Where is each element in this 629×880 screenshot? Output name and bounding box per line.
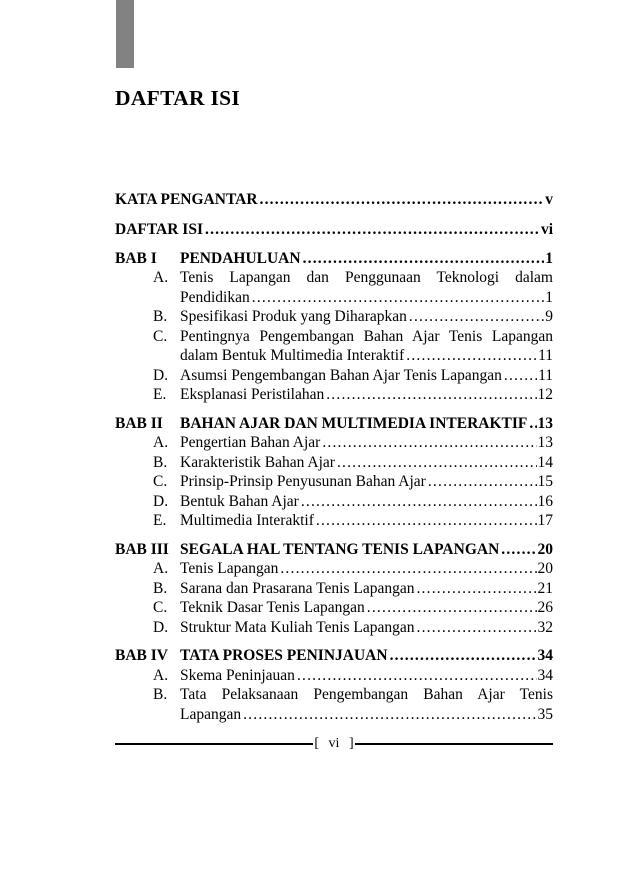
chapter-number: BAB I — [115, 249, 157, 267]
dot-leader — [501, 540, 536, 560]
subitem-page: 12 — [537, 386, 553, 403]
subitem-page: 9 — [545, 308, 553, 325]
subitem-text-line2: Pendidikan — [180, 288, 250, 306]
toc-subitem — [115, 492, 553, 512]
dot-leader — [406, 346, 537, 366]
toc-subitem — [115, 511, 553, 531]
subitem-text: Sarana dan Prasarana Tenis Lapangan — [180, 579, 415, 597]
dot-leader — [428, 472, 537, 492]
chapter-page: 13 — [537, 414, 553, 432]
toc-entry-daftar-isi — [115, 220, 553, 240]
dot-leader — [367, 598, 537, 618]
subitem-letter: D. — [153, 492, 169, 510]
subitem-text-line2: Lapangan — [180, 705, 242, 723]
toc-chapter-bab-4 — [115, 646, 553, 666]
subitem-letter: B. — [153, 686, 168, 703]
subitem-letter: C. — [153, 473, 168, 490]
subitem-letter: A. — [153, 560, 169, 577]
toc-chapter-bab-3 — [115, 540, 553, 560]
chapter-page: 1 — [545, 249, 553, 267]
dot-leader — [337, 453, 537, 473]
subitem-content — [180, 327, 553, 366]
subitem-text: Spesifikasi Produk yang Diharapkan — [180, 308, 407, 325]
subitem-content — [180, 685, 553, 724]
toc-subitem — [115, 598, 553, 618]
subitem-letter: D. — [153, 366, 169, 384]
subitem-page: 20 — [537, 560, 553, 577]
subitem-letter: B. — [153, 453, 168, 471]
subitem-text: Skema Peninjauan — [180, 666, 295, 684]
toc-subitem — [115, 433, 553, 453]
toc-subitem — [115, 268, 553, 307]
chapter-page: 20 — [537, 540, 553, 558]
dot-leader — [326, 385, 536, 405]
dot-leader — [504, 366, 537, 386]
subitem-page: 14 — [537, 453, 553, 471]
dot-leader — [322, 433, 536, 453]
toc-chapter-bab-2 — [115, 414, 553, 434]
toc-entry-page: v — [545, 191, 553, 208]
subitem-text: Pengertian Bahan Ajar — [180, 434, 321, 451]
dot-leader — [390, 646, 537, 666]
subitem-text: Teknik Dasar Tenis Lapangan — [180, 599, 365, 616]
table-of-contents — [115, 190, 553, 724]
dot-leader — [260, 190, 545, 210]
subitem-text-line1: Pentingnya Pengembangan Bahan Ajar Tenis Lapangan — [180, 327, 553, 345]
dot-leader — [205, 220, 540, 240]
subitem-page: 17 — [537, 512, 553, 529]
subitem-letter: A. — [153, 269, 169, 286]
toc-subitem — [115, 472, 553, 492]
toc-subitem — [115, 559, 553, 579]
subitem-page: 11 — [538, 347, 553, 364]
dot-leader — [316, 511, 537, 531]
subitem-text-line1: Tenis Lapangan dan Penggunaan Teknologi dalam — [180, 269, 553, 286]
subitem-letter: D. — [153, 618, 169, 636]
toc-subitem — [115, 385, 553, 405]
subitem-line2-row — [180, 346, 553, 366]
dot-leader — [280, 559, 536, 579]
toc-entry-page: vi — [540, 221, 553, 238]
chapter-number: BAB IV — [115, 647, 168, 664]
chapter-title: TATA PROSES PENINJAUAN — [180, 647, 388, 664]
subitem-letter: B. — [153, 308, 168, 325]
footer-page-number: [ vi ] — [314, 736, 354, 751]
subitem-text: Asumsi Pengembangan Bahan Ajar Tenis Lapangan — [180, 366, 502, 384]
toc-subitem — [115, 366, 553, 386]
subitem-text: Struktur Mata Kuliah Tenis Lapangan — [180, 618, 415, 636]
dot-leader — [252, 288, 545, 308]
dot-leader — [416, 579, 536, 599]
footer-rule-right — [355, 743, 553, 744]
subitem-page: 21 — [537, 579, 553, 597]
toc-subitem — [115, 685, 553, 724]
subitem-letter: C. — [153, 327, 168, 345]
dot-leader — [409, 307, 544, 327]
subitem-page: 15 — [537, 473, 553, 490]
subitem-content — [180, 268, 553, 307]
subitem-letter: C. — [153, 599, 168, 616]
subitem-page: 26 — [537, 599, 553, 616]
subitem-text: Eksplanasi Peristilahan — [180, 386, 325, 403]
page-title: DAFTAR ISI — [115, 86, 241, 110]
dot-leader — [243, 705, 536, 725]
dot-leader — [297, 666, 537, 686]
chapter-page: 34 — [537, 647, 553, 664]
toc-subitem — [115, 307, 553, 327]
subitem-letter: A. — [153, 666, 169, 684]
toc-chapter-bab-1 — [115, 249, 553, 269]
subitem-page: 16 — [537, 492, 553, 510]
subitem-letter: A. — [153, 434, 169, 451]
subitem-letter: E. — [153, 512, 167, 529]
subitem-page: 11 — [538, 366, 553, 384]
subitem-text: Multimedia Interaktif — [180, 512, 314, 529]
dot-leader — [417, 618, 537, 638]
subitem-text: Karakteristik Bahan Ajar — [180, 453, 335, 471]
chapter-title: PENDAHULUAN — [180, 249, 301, 267]
toc-subitem — [115, 666, 553, 686]
dot-leader — [529, 414, 536, 434]
subitem-text-line1: Tata Pelaksanaan Pengembangan Bahan Ajar Tenis — [180, 686, 553, 703]
subitem-letter: B. — [153, 579, 168, 597]
page-footer — [115, 736, 553, 752]
toc-subitem — [115, 327, 553, 366]
subitem-letter: E. — [153, 386, 167, 403]
subitem-page: 1 — [545, 288, 553, 306]
dot-leader — [301, 492, 537, 512]
subitem-line2-row — [180, 288, 553, 308]
chapter-title: BAHAN AJAR DAN MULTIMEDIA INTERAKTIF — [180, 414, 528, 432]
subitem-page: 35 — [537, 705, 553, 723]
chapter-number: BAB II — [115, 414, 163, 432]
toc-entry-kata-pengantar — [115, 190, 553, 210]
subitem-page: 34 — [537, 666, 553, 684]
footer-rule-left — [115, 743, 313, 744]
subitem-text-line2: dalam Bentuk Multimedia Interaktif — [180, 347, 405, 364]
chapter-number: BAB III — [115, 540, 169, 558]
toc-subitem — [115, 618, 553, 638]
subitem-text: Bentuk Bahan Ajar — [180, 492, 299, 510]
subitem-page: 32 — [537, 618, 553, 636]
toc-subitem — [115, 579, 553, 599]
subitem-text: Tenis Lapangan — [180, 560, 279, 577]
toc-subitem — [115, 453, 553, 473]
toc-entry-label: DAFTAR ISI — [115, 221, 203, 238]
subitem-line2-row — [180, 705, 553, 725]
chapter-title: SEGALA HAL TENTANG TENIS LAPANGAN — [180, 540, 500, 558]
subitem-page: 13 — [537, 434, 553, 451]
toc-entry-label: KATA PENGANTAR — [115, 191, 258, 208]
dot-leader — [303, 249, 545, 269]
header-bar-decoration — [116, 0, 134, 68]
subitem-text: Prinsip-Prinsip Penyusunan Bahan Ajar — [180, 473, 426, 490]
